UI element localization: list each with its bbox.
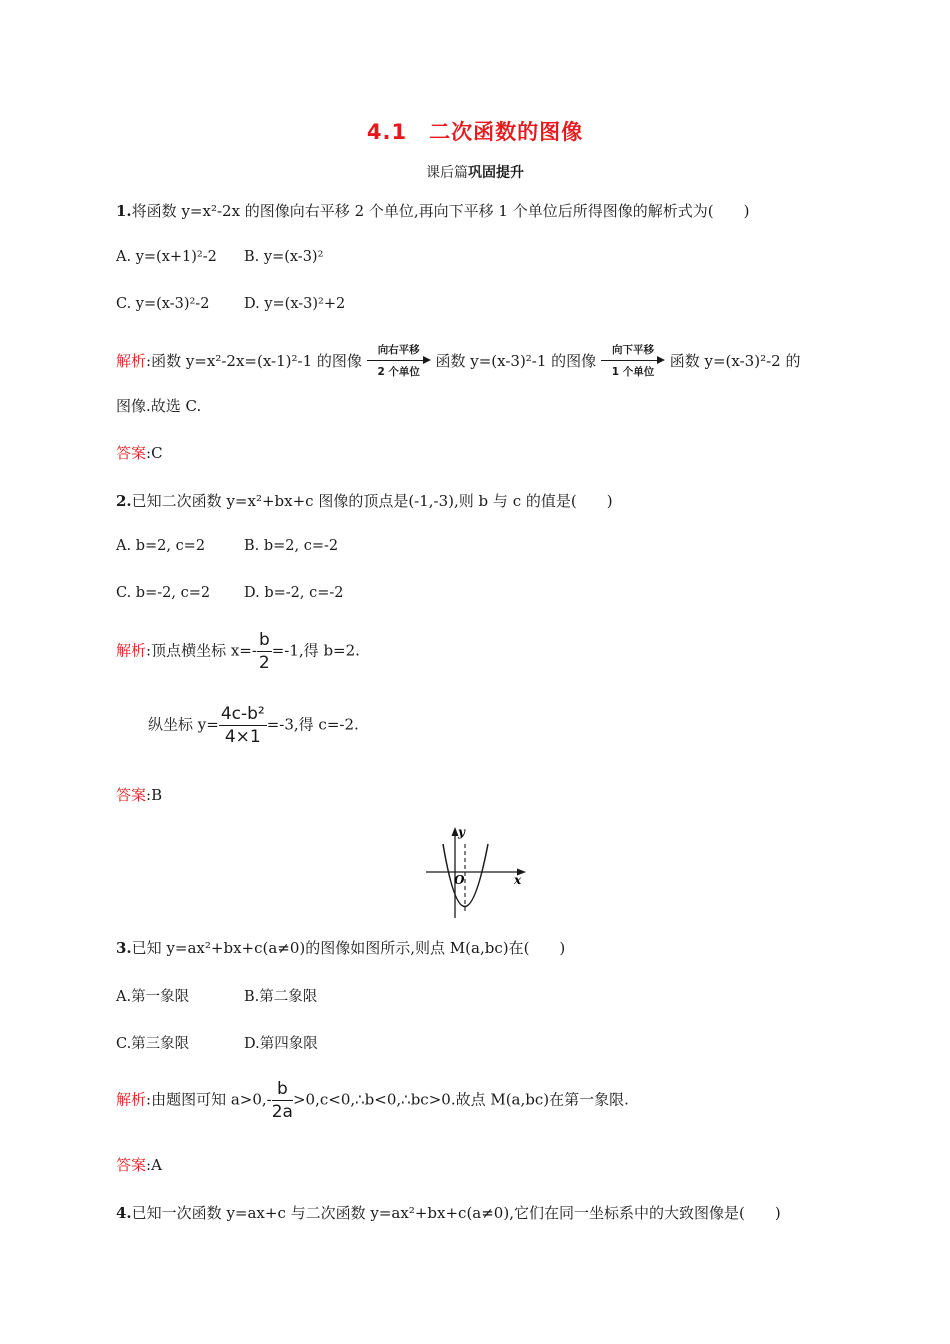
solution-text: 函数 y=(x-3)²-1 的图像 [435,352,597,370]
solution-label: 解析 [116,641,147,660]
page-title: 4.1 二次函数的图像 [366,120,584,144]
origin-label: O [454,873,465,887]
solution-1-cont: 图像.故选 C. [116,397,202,415]
option-a: A. y=(x+1)²-2 [116,249,217,265]
question-3 [116,937,565,958]
subtitle-normal: 课后篇 [426,165,468,181]
arrow-top-label: 向右平移 [377,344,420,356]
question-text: 已知一次函数 y=ax+c 与二次函数 y=ax²+bx+c(a≠0),它们在同一坐标系中的大致图像是( ) [131,1204,781,1222]
transform-arrow-down [601,342,665,382]
answer-1 [116,442,163,463]
option-b: B.第二象限 [244,989,318,1005]
question-number: 1. [116,202,132,220]
solution-text: :由题图可知 a>0,- [146,1090,272,1109]
arrow-top-label: 向下平移 [611,344,654,356]
answer-label: 答案 [116,444,147,462]
transform-arrow-right [367,342,431,382]
solution-label: 解析 [116,352,147,370]
solution-1 [116,342,800,382]
answer-value: :B [146,786,163,804]
solution-text: 纵坐标 y= [148,715,219,734]
option-b: B. y=(x-3)² [244,249,324,265]
solution-text: :顶点横坐标 x=- [146,641,257,660]
fraction-denominator: 2a [271,1102,293,1122]
question-number: 4. [116,1204,132,1222]
question-number: 3. [116,939,132,957]
subtitle-bold: 巩固提升 [468,165,524,181]
option-c: C. b=-2, c=2 [116,585,211,601]
arrow-bottom-label: 1 个单位 [611,366,655,378]
solution-text: >0,c<0,∴b<0,∴bc>0.故点 M(a,bc)在第一象限. [292,1090,629,1109]
solution-text: =-3,得 c=-2. [266,715,359,734]
fraction-numerator: b [272,1079,293,1101]
answer-label: 答案 [116,786,147,804]
option-d: D. b=-2, c=-2 [244,585,344,601]
solution-3 [116,1079,629,1122]
question-1 [116,200,749,221]
fraction [272,1079,293,1122]
solution-text: 函数 y=(x-3)²-2 的 [669,352,801,370]
solution-text: =-1,得 b=2. [271,641,360,660]
solution-2-line2 [148,704,359,747]
question-number: 2. [116,492,132,510]
option-d: D.第四象限 [244,1036,318,1052]
x-axis-label: x [514,873,522,887]
fraction-denominator: 2 [258,653,270,673]
answer-3 [116,1154,162,1175]
option-c: C.第三象限 [116,1036,190,1052]
option-d: D. y=(x-3)²+2 [244,296,346,312]
fraction [257,630,272,673]
section-subtitle [0,162,950,182]
fraction-numerator: 4c-b² [220,704,265,724]
option-a: A.第一象限 [116,989,190,1005]
solution-label: 解析 [116,1090,147,1109]
option-b: B. b=2, c=-2 [244,538,339,554]
y-axis-label: y [458,825,465,839]
solution-2-line1 [116,630,360,673]
option-a: A. b=2, c=2 [116,538,206,554]
question-2 [116,490,613,511]
question-text: 将函数 y=x²-2x 的图像向右平移 2 个单位,再向下平移 1 个单位后所得图像的解析式为( ) [131,202,750,220]
answer-2 [116,784,162,805]
arrow-bottom-label: 2 个单位 [377,366,420,378]
question-text: 已知 y=ax²+bx+c(a≠0)的图像如图所示,则点 M(a,bc)在( ) [131,939,566,957]
fraction [219,704,267,747]
parabola-graph [420,822,532,920]
question-4 [116,1202,781,1223]
answer-value: :C [146,444,163,462]
question-text: 已知二次函数 y=x²+bx+c 图像的顶点是(-1,-3),则 b 与 c 的值是( ) [131,492,613,510]
fraction-numerator: b [258,630,270,650]
answer-value: :A [146,1156,162,1174]
fraction-denominator: 4×1 [224,727,261,747]
solution-text: :函数 y=x²-2x=(x-1)²-1 的图像 [146,352,362,370]
answer-label: 答案 [116,1156,147,1174]
option-c: C. y=(x-3)²-2 [116,296,210,312]
